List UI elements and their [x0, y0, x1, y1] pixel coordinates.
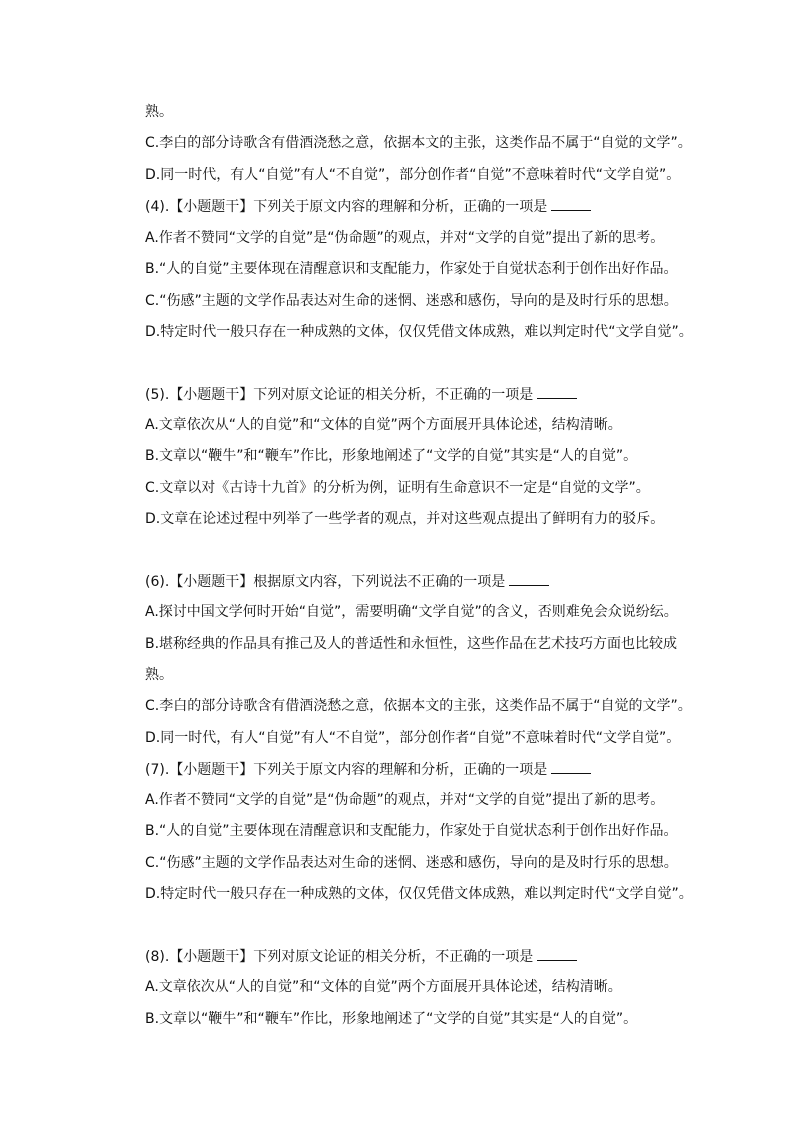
- option-b: B.“人的自觉”主要体现在清醒意识和支配能力，作家处于自觉状态利于创作出好作品。: [145, 823, 678, 839]
- answer-blank: [551, 196, 591, 211]
- continuation-text: 熟。: [145, 667, 173, 683]
- continuation-text: 熟。: [145, 104, 173, 120]
- answer-blank: [551, 759, 591, 774]
- option-a: A.探讨中国文学何时开始“自觉”，需要明确“文学自觉”的含义，否则难免会众说纷纭。: [145, 604, 678, 620]
- question-8-stem: [145, 946, 577, 966]
- option-c: C.“伤感”主题的文学作品表达对生命的迷惘、迷惑和感伤，导向的是及时行乐的思想。: [145, 293, 678, 309]
- question-5-stem: [145, 384, 577, 404]
- question-stem-text: (4).【小题题干】下列关于原文内容的理解和分析，正确的一项是: [145, 199, 548, 215]
- answer-blank: [537, 946, 577, 961]
- question-stem-text: (7).【小题题干】下列关于原文内容的理解和分析，正确的一项是: [145, 762, 548, 778]
- option-d: D.同一时代，有人“自觉”有人“不自觉”，部分创作者“自觉”不意味着时代“文学自觉”。: [145, 167, 681, 183]
- option-a: A.作者不赞同“文学的自觉”是“伪命题”的观点，并对“文学的自觉”提出了新的思考。: [145, 230, 665, 246]
- option-d: D.文章在论述过程中列举了一些学者的观点，并对这些观点提出了鲜明有力的驳斥。: [145, 511, 665, 527]
- answer-blank: [509, 571, 549, 586]
- option-a: A.文章依次从“人的自觉”和“文体的自觉”两个方面展开具体论述，结构清晰。: [145, 979, 622, 995]
- question-6-stem: [145, 571, 549, 591]
- option-c: C.文章以对《古诗十九首》的分析为例，证明有生命意识不一定是“自觉的文学”。: [145, 480, 650, 496]
- option-c: C.李白的部分诗歌含有借酒浇愁之意，依据本文的主张，这类作品不属于“自觉的文学”。: [145, 135, 692, 151]
- option-b: B.“人的自觉”主要体现在清醒意识和支配能力，作家处于自觉状态利于创作出好作品。: [145, 261, 678, 277]
- question-stem-text: (8).【小题题干】下列对原文论证的相关分析，不正确的一项是: [145, 949, 534, 965]
- option-d: D.特定时代一般只存在一种成熟的文体，仅仅凭借文体成熟，难以判定时代“文学自觉”。: [145, 886, 693, 902]
- option-b: B.文章以“鞭牛”和“鞭车”作比，形象地阐述了“文学的自觉”其实是“人的自觉”。: [145, 448, 638, 464]
- option-a: A.作者不赞同“文学的自觉”是“伪命题”的观点，并对“文学的自觉”提出了新的思考。: [145, 792, 665, 808]
- option-b: B.文章以“鞭牛”和“鞭车”作比，形象地阐述了“文学的自觉”其实是“人的自觉”。: [145, 1011, 638, 1027]
- option-b: B.堪称经典的作品具有推己及人的普适性和永恒性，这些作品在艺术技巧方面也比较成: [145, 636, 678, 652]
- option-c: C.李白的部分诗歌含有借酒浇愁之意，依据本文的主张，这类作品不属于“自觉的文学”。: [145, 698, 692, 714]
- option-d: D.特定时代一般只存在一种成熟的文体，仅仅凭借文体成熟，难以判定时代“文学自觉”。: [145, 324, 693, 340]
- question-stem-text: (6).【小题题干】根据原文内容，下列说法不正确的一项是: [145, 574, 506, 590]
- question-7-stem: [145, 759, 591, 779]
- option-c: C.“伤感”主题的文学作品表达对生命的迷惘、迷惑和感伤，导向的是及时行乐的思想。: [145, 855, 678, 871]
- option-a: A.文章依次从“人的自觉”和“文体的自觉”两个方面展开具体论述，结构清晰。: [145, 417, 622, 433]
- question-stem-text: (5).【小题题干】下列对原文论证的相关分析，不正确的一项是: [145, 387, 534, 403]
- answer-blank: [537, 384, 577, 399]
- option-d: D.同一时代，有人“自觉”有人“不自觉”，部分创作者“自觉”不意味着时代“文学自觉”。: [145, 730, 681, 746]
- question-4-stem: [145, 196, 591, 216]
